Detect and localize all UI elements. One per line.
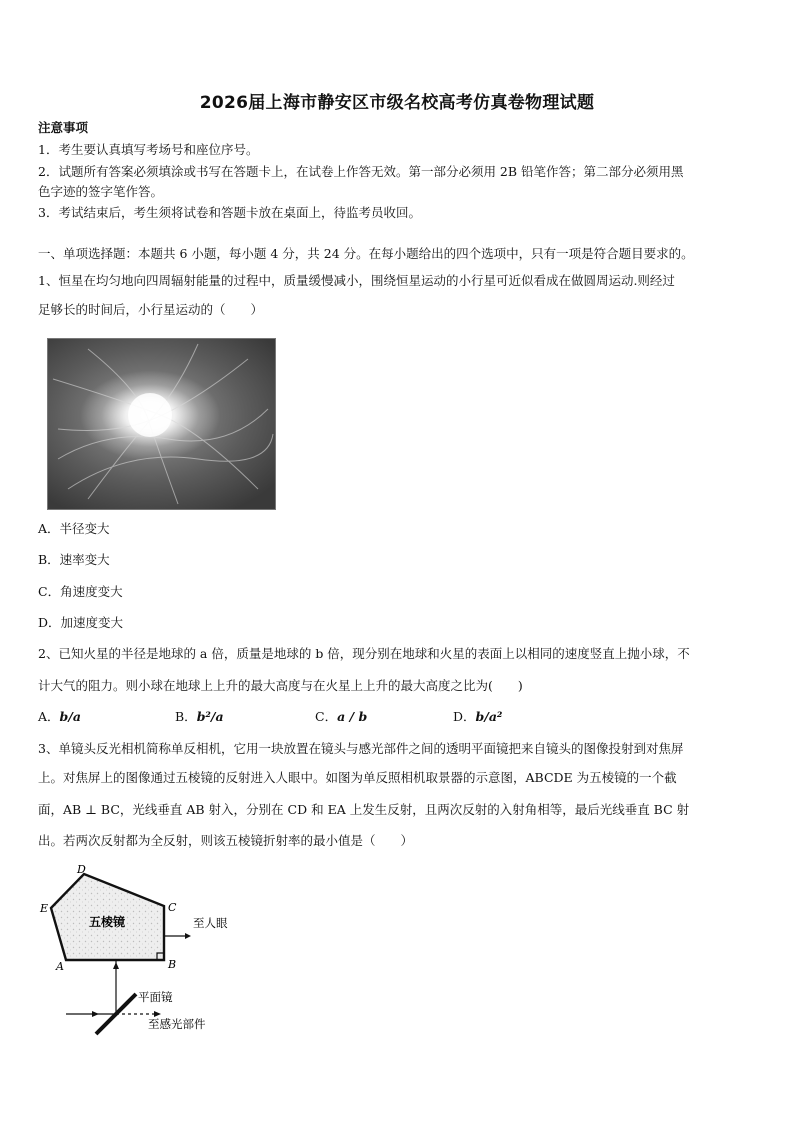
mirror-label: 平面镜 (138, 990, 173, 1004)
q2-stem-line1: 2、已知火星的半径是地球的 a 倍，质量是地球的 b 倍，现分别在地球和火星的表面上以相同的速度竖直上抛小球，不 (38, 646, 690, 661)
vertex-d-label: D (77, 863, 86, 876)
vertex-a-label: A (56, 960, 64, 973)
q3-stem-line1: 3、单镜头反光相机简称单反相机，它用一块放置在镜头与感光部件之间的透明平面镜把来自镜头的图像投射到对焦屏 (38, 741, 684, 756)
q2-option-c: C．a / b (315, 709, 368, 724)
section-header: 一、单项选择题：本题共 6 小题，每小题 4 分，共 24 分。在每小题给出的四个选项中，只有一项是符合题目要求的。 (38, 246, 694, 261)
vertex-b-label: B (168, 958, 177, 971)
incoming-ray-arrow-icon (92, 1011, 99, 1017)
q1-option-c: C．角速度变大 (38, 584, 123, 599)
eye-label: 至人眼 (193, 916, 228, 930)
q3-stem-line4: 出。若两次反射都为全反射，则该五棱镜折射率的最小值是（ ） (38, 833, 414, 848)
notice-item-2-cont: 色字迹的签字笔作答。 (38, 184, 164, 199)
q1-option-a: A．半径变大 (38, 521, 110, 536)
exit-ray-arrow-icon (185, 933, 191, 939)
notice-item-3: 3．考试结束后，考生须将试卷和答题卡放在桌面上，待监考员收回。 (38, 205, 421, 220)
vertex-e-label: E (40, 902, 49, 915)
q2-option-d: D．b/a² (453, 709, 503, 724)
q3-stem-line2: 上。对焦屏上的图像通过五棱镜的反射进入人眼中。如图为单反照相机取景器的示意图，ABCDE 为五棱镜的一个截 (38, 770, 677, 785)
q2-option-b: B．b²/a (175, 709, 224, 724)
vertex-c-label: C (168, 901, 177, 914)
page-title: 2026届上海市静安区市级名校高考仿真卷物理试题 (199, 93, 595, 113)
notice-item-1: 1．考生要认真填写考场号和座位序号。 (38, 142, 259, 157)
vertical-ray-arrow-icon (113, 962, 119, 969)
prism-label: 五棱镜 (89, 915, 126, 929)
q2-options (38, 707, 758, 725)
notice-heading: 注意事项 (38, 120, 89, 135)
q3-stem-line3: 面，AB ⊥ BC，光线垂直 AB 射入，分别在 CD 和 EA 上发生反射，且两次反射的入射角相等，最后光线垂直 BC 射 (38, 802, 690, 817)
q1-option-b: B．速率变大 (38, 552, 110, 567)
q2-option-a: A．b/a (38, 709, 81, 724)
q1-option-d: D．加速度变大 (38, 615, 124, 630)
pentaprism-diagram (36, 862, 276, 1042)
q1-stem-line1: 1、恒星在均匀地向四周辐射能量的过程中，质量缓慢减小，围绕恒星运动的小行星可近似看成在做圆周运动.则经过 (38, 273, 675, 288)
sensor-label: 至感光部件 (148, 1017, 206, 1031)
notice-item-2: 2．试题所有答案必须填涂或书写在答题卡上，在试卷上作答无效。第一部分必须用 2B 铅笔作答；第二部分必须用黑 (38, 164, 684, 179)
q1-stem-line2: 足够长的时间后，小行星运动的（ ） (38, 302, 264, 317)
q2-stem-line2: 计大气的阻力。则小球在地球上上升的最大高度与在火星上上升的最大高度之比为( ) (38, 678, 523, 693)
star-photo (47, 338, 276, 510)
